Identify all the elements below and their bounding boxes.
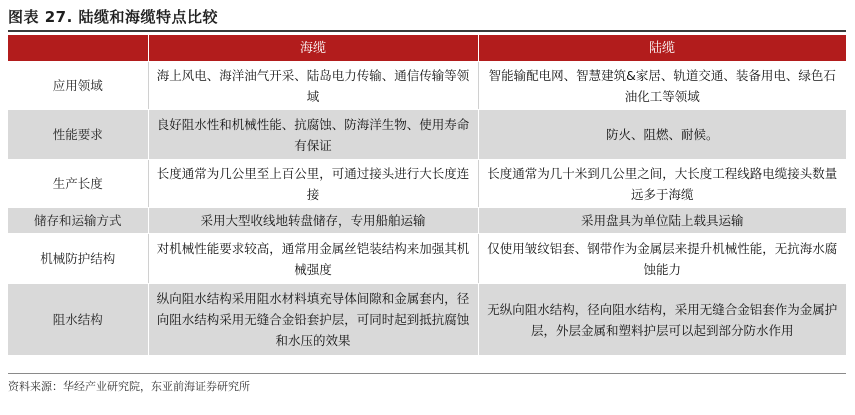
table-row (8, 284, 846, 356)
source-note: 资料来源：华经产业研究院，东亚前海证券研究所 (8, 380, 250, 393)
row-label: 储存和运输方式 (8, 208, 148, 234)
header-cell-sea-cable: 海缆 (148, 35, 478, 62)
comparison-table (8, 35, 847, 356)
title-divider (8, 30, 846, 32)
table-row (8, 160, 846, 208)
row-label: 应用领域 (8, 62, 148, 110)
header-cell-land-cable: 陆缆 (478, 35, 846, 62)
table-row (8, 234, 846, 284)
row-label: 性能要求 (8, 110, 148, 160)
land-cell: 无纵向阻水结构，径向阻水结构，采用无缝合金铝套作为金属护层，外层金属和塑料护层可以起到部分防水作用 (478, 284, 846, 356)
land-cell: 仅使用皱纹铝套、钢带作为金属层来提升机械性能，无抗海水腐蚀能力 (478, 234, 846, 284)
header-cell-empty (8, 35, 148, 62)
table-row (8, 110, 846, 160)
sea-cell: 良好阻水性和机械性能、抗腐蚀、防海洋生物、使用寿命有保证 (148, 110, 478, 160)
sea-cell: 长度通常为几公里至上百公里，可通过接头进行大长度连接 (148, 160, 478, 208)
header-row (8, 35, 846, 62)
land-cell: 采用盘具为单位陆上载具运输 (478, 208, 846, 234)
land-cell: 智能输配电网、智慧建筑&家居、轨道交通、装备用电、绿色石油化工等领域 (478, 62, 846, 110)
sea-cell: 纵向阻水结构采用阻水材料填充导体间隙和金属套内，径向阻水结构采用无缝合金铅套护层，可同时起到抵抗腐蚀和水压的效果 (148, 284, 478, 356)
figure-title: 图表 27. 陆缆和海缆特点比较 (8, 8, 219, 26)
row-label: 阻水结构 (8, 284, 148, 356)
row-label: 生产长度 (8, 160, 148, 208)
land-cell: 长度通常为几十米到几公里之间，大长度工程线路电缆接头数量远多于海缆 (478, 160, 846, 208)
table-row (8, 208, 846, 234)
row-label: 机械防护结构 (8, 234, 148, 284)
land-cell: 防火、阻燃、耐候。 (478, 110, 846, 160)
sea-cell: 对机械性能要求较高，通常用金属丝铠装结构来加强其机械强度 (148, 234, 478, 284)
sea-cell: 海上风电、海洋油气开采、陆岛电力传输、通信传输等领域 (148, 62, 478, 110)
sea-cell: 采用大型收线地转盘储存，专用船舶运输 (148, 208, 478, 234)
table-bottom-rule (8, 373, 846, 374)
table-row (8, 62, 846, 110)
